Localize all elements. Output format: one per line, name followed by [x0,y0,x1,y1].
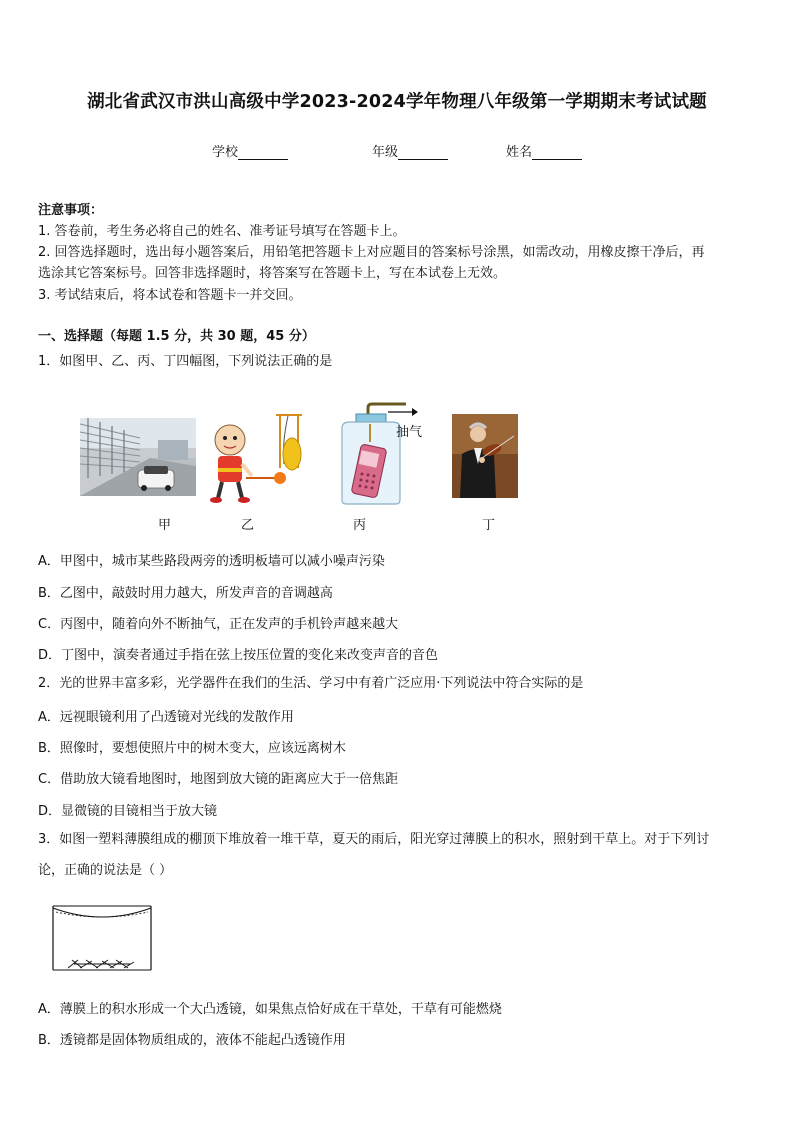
name-field [506,141,582,160]
caption-yi: 乙 [241,518,255,533]
q2-stem: 2．光的世界丰富多彩，光学器件在我们的生活、学习中有着广泛应用·下列说法中符合实际的是 [38,676,584,691]
q1-option-a: A．甲图中，城市某些路段两旁的透明板墙可以减小噪声污染 [38,554,385,569]
notes-item-1: 1. 答卷前，考生务必将自己的姓名、准考证号填写在答题卡上。 [38,224,406,239]
q3-stem-line-2: 论，正确的说法是（ ） [38,863,173,878]
notes-item-3: 3. 考试结束后，将本试卷和答题卡一并交回。 [38,288,302,303]
bell-jar-phone [332,402,412,506]
q2-option-a: A．远视眼镜利用了凸透镜对光线的发散作用 [38,710,294,725]
notes-item-2-line-2: 选涂其它答案标号。回答非选择题时，将答案写在答题卡上，写在本试卷上无效。 [38,266,507,281]
school-field [212,141,288,160]
grade-field [372,141,448,160]
q1-stem: 1．如图甲、乙、丙、丁四幅图，下列说法正确的是 [38,354,333,369]
name-label: 姓名 [506,145,533,160]
q1-option-d: D．丁图中，演奏者通过手指在弦上按压位置的变化来改变声音的音色 [38,648,439,663]
q1-option-c: C．丙图中，随着向外不断抽气，正在发声的手机铃声越来越大 [38,617,399,632]
q1-option-b: B．乙图中，敲鼓时用力越大，所发声音的音调越高 [38,586,333,601]
q3-option-b: B．透镜都是固体物质组成的，液体不能起凸透镜作用 [38,1033,346,1048]
grade-label: 年级 [372,145,399,160]
caption-bing: 丙 [353,518,367,533]
q3-option-a: A．薄膜上的积水形成一个大凸透镜，如果焦点恰好成在干草处，干草有可能燃烧 [38,1002,502,1017]
q2-option-d: D．显微镜的目镜相当于放大镜 [38,804,218,819]
drum-cartoon [206,412,306,504]
road-barrier-photo [80,418,196,496]
school-label: 学校 [212,145,239,160]
caption-ding: 丁 [482,518,496,533]
notes-heading: 注意事项： [38,203,104,218]
school-blank [238,145,288,160]
notes-item-2-line-1: 2. 回答选择题时，选出每小题答案后，用铅笔把答题卡上对应题目的答案标号涂黑，如需改动，用橡皮擦干净后，再 [38,245,705,260]
q3-stem-line-1: 3．如图一塑料薄膜组成的棚顶下堆放着一堆干草，夏天的雨后，阳光穿过薄膜上的积水，照射到干草上。对于下列讨 [38,832,710,847]
pump-arrow-icon [388,407,418,417]
caption-jia: 甲 [158,518,172,533]
q2-option-c: C．借助放大镜看地图时，地图到放大镜的距离应大于一倍焦距 [38,772,399,787]
grade-blank [398,145,448,160]
page-title: 湖北省武汉市洪山高级中学2023-2024学年物理八年级第一学期期末考试试题 [87,92,707,112]
name-blank [532,145,582,160]
violinist-photo [452,414,518,498]
film-shed-diagram [52,904,152,972]
q2-option-b: B．照像时，要想使照片中的树木变大，应该远离树木 [38,741,346,756]
pump-label: 抽气 [396,425,423,440]
section-1-heading: 一、选择题（每题 1.5 分，共 30 题，45 分） [38,329,315,344]
